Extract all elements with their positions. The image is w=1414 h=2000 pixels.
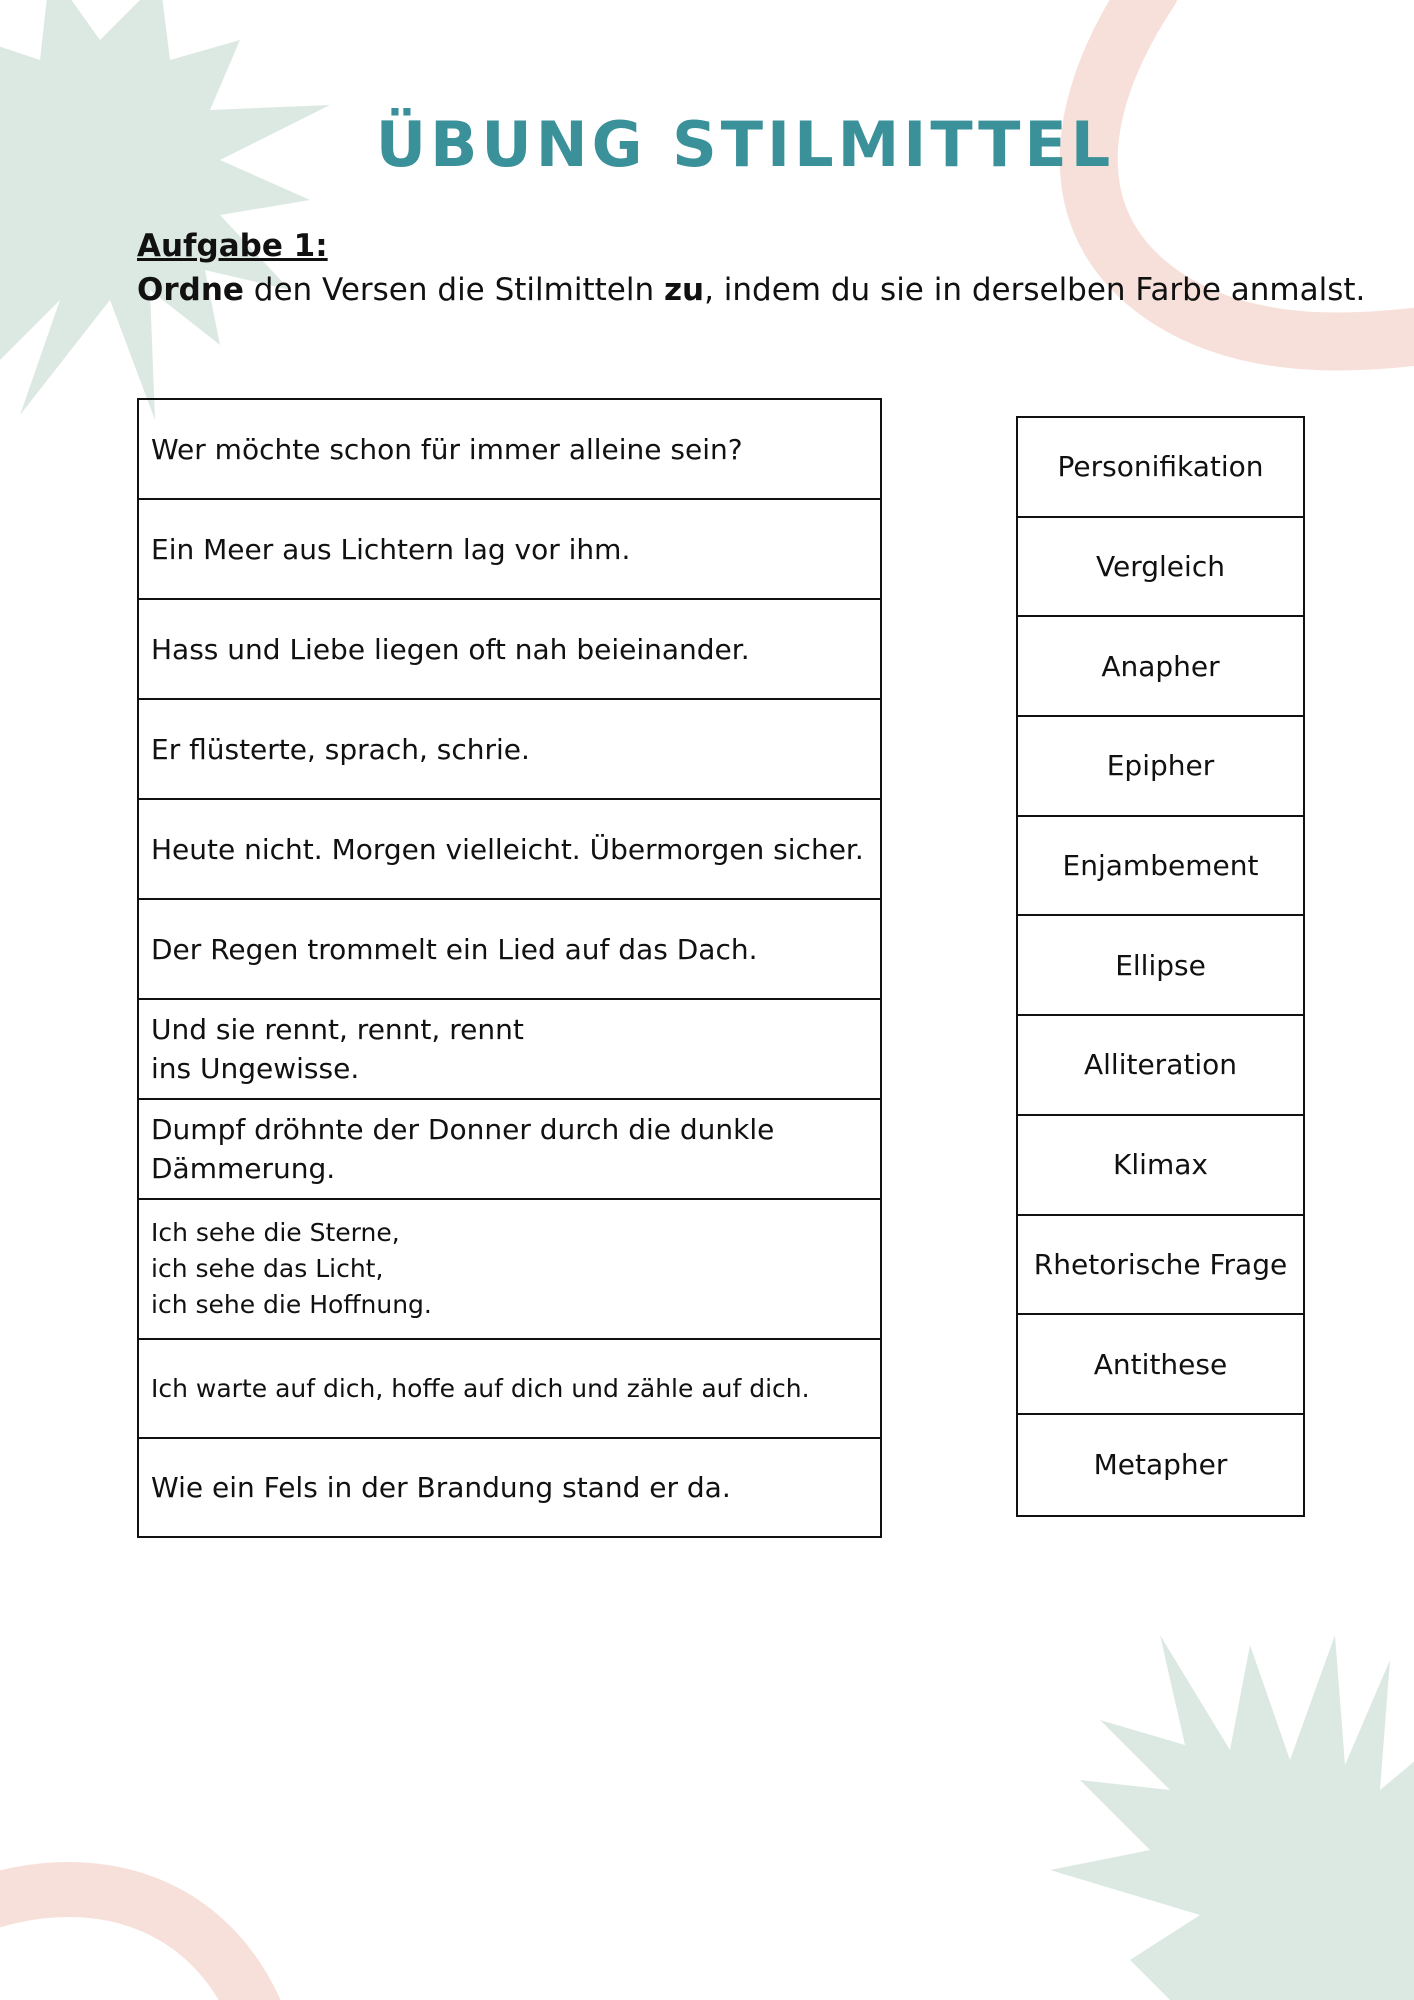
verse-text: Hass und Liebe liegen oft nah beieinander. xyxy=(151,632,750,666)
task-heading: Aufgabe 1: xyxy=(137,228,328,264)
verse-table xyxy=(137,398,882,1538)
verse-row-6[interactable] xyxy=(139,900,880,1000)
verse-text: Wie ein Fels in der Brandung stand er da. xyxy=(151,1471,731,1504)
device-cell-anapher[interactable]: Anapher xyxy=(1018,617,1303,717)
instruction-text-1: den Versen die Stilmitteln xyxy=(243,272,664,308)
verse-row-3[interactable] xyxy=(139,600,880,700)
verse-text: Und sie rennt, rennt, rennt ins Ungewisse. xyxy=(151,1013,524,1085)
verse-row-8[interactable] xyxy=(139,1100,880,1200)
device-cell-personifikation[interactable]: Personifikation xyxy=(1018,418,1303,518)
verse-row-5[interactable] xyxy=(139,800,880,900)
device-cell-ellipse[interactable]: Ellipse xyxy=(1018,916,1303,1016)
verse-text: Heute nicht. Morgen vielleicht. Übermorgen sicher. xyxy=(151,832,864,866)
device-cell-klimax[interactable]: Klimax xyxy=(1018,1116,1303,1216)
page-title: ÜBUNG STILMITTEL xyxy=(375,108,1115,181)
device-cell-vergleich[interactable]: Vergleich xyxy=(1018,518,1303,618)
instruction-bold-ordne: Ordne xyxy=(137,272,244,308)
verse-row-11[interactable] xyxy=(139,1439,880,1536)
verse-text: Ich warte auf dich, hoffe auf dich und zähle auf dich. xyxy=(151,1373,810,1403)
instruction-bold-zu: zu xyxy=(663,272,705,308)
verse-text: Ich sehe die Sterne, ich sehe das Licht, ich sehe die Hoffnung. xyxy=(151,1218,432,1319)
device-cell-rhetorische-frage[interactable]: Rhetorische Frage xyxy=(1018,1216,1303,1316)
verse-text: Dumpf dröhnte der Donner durch die dunkle Dämmerung. xyxy=(151,1113,775,1185)
device-cell-antithese[interactable]: Antithese xyxy=(1018,1315,1303,1415)
instruction-text-2: , indem du sie in derselben Farbe anmalst. xyxy=(704,272,1366,308)
verse-text: Ein Meer aus Lichtern lag vor ihm. xyxy=(151,532,631,566)
arc-decoration-bottom-left xyxy=(0,1890,255,2000)
verse-text: Wer möchte schon für immer alleine sein? xyxy=(151,432,743,466)
star-decoration-bottom-right xyxy=(1050,1635,1414,2000)
star-decoration-top-left xyxy=(0,0,330,420)
verse-row-10[interactable] xyxy=(139,1340,880,1439)
verse-row-9[interactable] xyxy=(139,1200,880,1340)
device-cell-epipher[interactable]: Epipher xyxy=(1018,717,1303,817)
verse-text: Der Regen trommelt ein Lied auf das Dach. xyxy=(151,932,758,966)
task-instruction xyxy=(137,272,1367,308)
device-cell-alliteration[interactable]: Alliteration xyxy=(1018,1016,1303,1116)
verse-text: Er flüsterte, sprach, schrie. xyxy=(151,732,530,766)
device-cell-enjambement[interactable]: Enjambement xyxy=(1018,817,1303,917)
verse-row-7[interactable] xyxy=(139,1000,880,1100)
verse-row-4[interactable] xyxy=(139,700,880,800)
verse-row-2[interactable] xyxy=(139,500,880,600)
verse-row-1[interactable] xyxy=(139,400,880,500)
stylistic-device-table xyxy=(1016,416,1305,1517)
device-cell-metapher[interactable]: Metapher xyxy=(1093,1448,1228,1482)
